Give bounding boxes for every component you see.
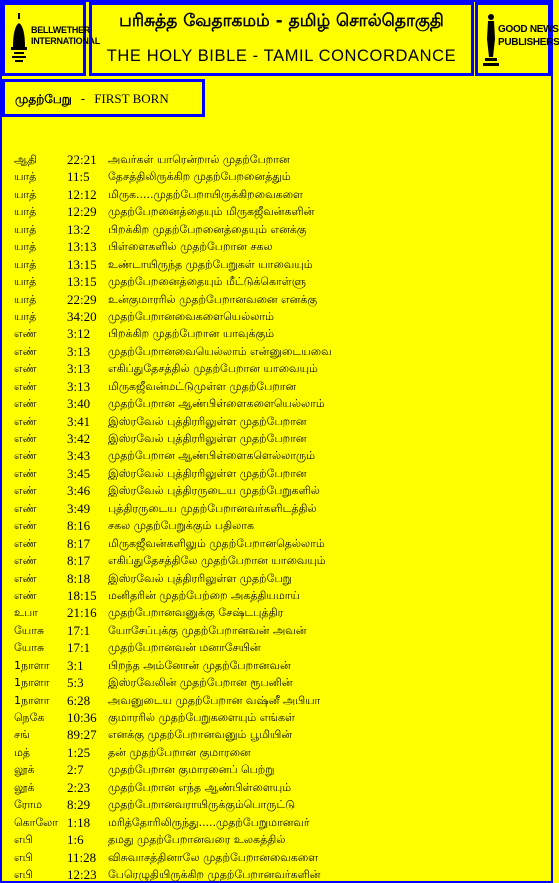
verse-excerpt: இஸ்ரவேல் புத்திரரிலுள்ள முதற்பேறான [108, 466, 307, 480]
verse-excerpt: எகிப்துதேசத்தில் முதற்பேறான யாவையும் [108, 362, 318, 376]
verse-excerpt: இஸ்ரவேல் புத்திரருடைய முதற்பேறுகளில் [108, 484, 320, 498]
book-abbreviation: எண் [14, 519, 37, 533]
book-abbreviation: யாத் [14, 292, 37, 306]
verse-excerpt: யோசேப்புக்கு முதற்பேறானவன் அவன் [108, 623, 307, 637]
verse-excerpt: அவர்கள் யாரென்றால் முதற்பேறான [108, 153, 290, 166]
verse-excerpt: முதற்பேறான குமாரனைப் பெற்று [108, 763, 275, 777]
verse-excerpt: மிருகஜீவன்களிலும் முதற்பேறானதெல்லாம் [108, 536, 325, 550]
verse-reference: 3:13 [67, 361, 91, 377]
verse-excerpt: எனக்கு முதற்பேறானவனும் பூமியின் [108, 728, 292, 742]
verse-reference: 3:49 [67, 500, 91, 516]
verse-reference: 3:1 [67, 657, 84, 673]
good-news-logo [475, 2, 559, 76]
verse-excerpt: பிள்ளைகளில் முதற்பேறான சகல [108, 240, 273, 254]
verse-excerpt: தமது முதற்பேறானவரை உலகத்தில் [108, 833, 286, 847]
book-abbreviation: நெகே [14, 711, 45, 724]
verse-reference: 5:3 [67, 675, 84, 691]
section-heading-box [2, 79, 205, 117]
verse-excerpt: மிருக.....முதற்பேறாயிருக்கிறவைகளை [108, 187, 303, 201]
verse-reference: 12:12 [67, 186, 97, 202]
verse-excerpt: விசுவாசத்தினாலே முதற்பேறானவைகளை [108, 850, 319, 864]
verse-excerpt: மிருகஜீவன்மட்டுமுள்ள முதற்பேறான [108, 379, 297, 393]
verse-reference: 10:36 [67, 710, 97, 725]
book-abbreviation: எண் [14, 362, 37, 376]
verse-excerpt: இஸ்ரவேல் புத்திரரிலுள்ள முதற்பேறான [108, 432, 307, 445]
verse-excerpt: முதற்பேறானவைகளையெல்லாம் [108, 309, 274, 323]
book-abbreviation: எண் [14, 536, 37, 550]
verse-reference: 8:29 [67, 797, 91, 813]
book-abbreviation: எண் [14, 414, 37, 428]
verse-excerpt: முதற்பேறனைத்தையும் மீட்டுக்கொள்ளு [108, 275, 306, 289]
verse-reference: 17:1 [67, 622, 91, 638]
verse-excerpt: புத்திரருடைய முதற்பேறானவர்களிடத்தில் [108, 501, 317, 515]
verse-reference: 2:23 [67, 779, 91, 795]
title-english: THE HOLY BIBLE - TAMIL CONCORDANCE [106, 47, 457, 65]
verse-excerpt: அவனுடைய முதற்பேறான வஷ்னீ அபியா [108, 693, 321, 707]
book-abbreviation: யாத் [14, 170, 37, 184]
verse-reference: 3:40 [67, 396, 91, 412]
book-abbreviation: யாத் [14, 257, 37, 271]
verse-excerpt: மனிதரின் முதற்பேற்றை அகத்தியமாய் [108, 588, 300, 602]
verse-reference: 21:16 [67, 605, 97, 621]
verse-excerpt: முதற்பேறனைத்தையும் மிருகஜீவன்களின் [108, 205, 315, 219]
verse-excerpt: இஸ்ரவேல் புத்திரரிலுள்ள முதற்பேறு [108, 571, 292, 585]
book-abbreviation: லூக் [14, 763, 35, 777]
book-abbreviation: யாத் [14, 205, 37, 219]
verse-excerpt: மரித்தோரிலிருந்து.....முதற்பேறுமானவர் [108, 815, 310, 829]
verse-reference: 8:16 [67, 518, 91, 534]
section-heading [15, 91, 169, 108]
verse-reference: 3:42 [67, 431, 91, 446]
verse-excerpt: பிறந்த அம்னோன் முதற்பேறானவன் [108, 658, 291, 672]
verse-reference: 13:15 [67, 256, 97, 272]
verse-excerpt: முதற்பேறானவையெல்லாம் என்னுடையவை [108, 344, 332, 358]
book-abbreviation: ரோம [14, 798, 43, 812]
verse-reference: 3:46 [67, 483, 91, 499]
verse-reference: 18:15 [67, 587, 97, 603]
book-abbreviation: எபி [14, 867, 33, 881]
section-title-tamil: முதற்பேறு [15, 92, 72, 106]
verse-reference: 11:28 [67, 849, 97, 865]
verse-excerpt: முதற்பேறான ஆண்பிள்ளைகளையெல்லாம் [108, 397, 325, 411]
book-abbreviation: எண் [14, 379, 37, 393]
verse-reference: 1:25 [67, 744, 91, 760]
verse-reference: 13:13 [67, 239, 97, 255]
book-abbreviation: எண் [14, 588, 37, 602]
book-abbreviation: எண் [14, 571, 37, 585]
book-abbreviation: எண் [14, 501, 37, 515]
book-abbreviation: எபி [14, 833, 33, 847]
verse-reference: 11:5 [67, 169, 90, 185]
verse-excerpt: இஸ்ரவேலின் முதற்பேறான ரூபனின் [108, 676, 293, 690]
title-tamil: பரிசுத்த வேதாகமம் - தமிழ் சொல்தொகுதி [119, 11, 444, 31]
verse-excerpt: உன்குமாரரில் முதற்பேறானவனை எனக்கு [108, 292, 318, 306]
verse-excerpt: எகிப்துதேசத்திலே முதற்பேறான யாவையும் [108, 554, 326, 568]
verse-reference: 6:28 [67, 692, 91, 708]
section-separator: - [80, 92, 86, 107]
book-abbreviation: லூக் [14, 780, 35, 794]
verse-reference: 17:1 [67, 640, 91, 656]
book-abbreviation: எண் [14, 554, 37, 568]
verse-excerpt: உண்டாயிருந்த முதற்பேறுகள் யாவையும் [108, 257, 313, 271]
book-abbreviation: யாத் [14, 275, 37, 289]
verse-excerpt: குமாரரில் முதற்பேறுகளையும் எங்கள் [108, 711, 295, 724]
book-abbreviation: சங் [14, 728, 30, 742]
book-abbreviation: உபா [14, 606, 38, 620]
verse-excerpt: முதற்பேறான ஆண்பிள்ளைகளெல்லாரும் [108, 449, 316, 463]
verse-reference: 22:21 [67, 152, 97, 167]
logo-right-text: GOOD NEWS PUBLISHERS [498, 24, 559, 48]
book-abbreviation: எண் [14, 397, 37, 411]
verse-reference: 3:43 [67, 448, 91, 464]
book-abbreviation: எபி [14, 850, 33, 864]
verse-reference: 1:18 [67, 814, 91, 830]
verse-reference: 3:41 [67, 413, 91, 429]
book-abbreviation: எண் [14, 449, 37, 463]
verse-reference: 13:15 [67, 274, 97, 290]
verse-reference: 2:7 [67, 762, 84, 778]
title-box [89, 2, 474, 76]
book-abbreviation: எண் [14, 432, 37, 445]
book-abbreviation: யாத் [14, 222, 37, 236]
verse-excerpt: முதற்பேறானவன் மனாசேயின் [108, 641, 261, 655]
verse-reference: 89:27 [67, 727, 97, 743]
verse-excerpt: தேசத்திலிருக்கிற முதற்பேறனைத்தும் [108, 170, 291, 184]
verse-reference: 8:17 [67, 553, 91, 569]
book-abbreviation: 1நாளா [14, 693, 50, 707]
verse-excerpt: முதற்பேறானவனுக்கு சேஷ்டபுத்திர [108, 606, 284, 620]
verse-excerpt: பிறக்கிற முதற்பேறான யாவுக்கும் [108, 327, 275, 341]
section-title-english: FIRST BORN [94, 91, 169, 106]
verse-reference: 3:12 [67, 326, 91, 342]
verse-reference: 8:18 [67, 570, 91, 586]
verse-reference: 34:20 [67, 308, 97, 324]
verse-excerpt: பிறக்கிற முதற்பேறனைத்தையும் எனக்கு [108, 222, 307, 236]
verse-excerpt: தன் முதற்பேறான குமாரனை [108, 745, 251, 759]
book-abbreviation: மத் [14, 745, 31, 759]
verse-reference: 13:2 [67, 221, 91, 237]
book-abbreviation: யாத் [14, 187, 37, 201]
book-abbreviation: 1நாளா [14, 658, 50, 672]
book-abbreviation: எண் [14, 484, 37, 498]
verse-reference: 1:6 [67, 832, 84, 848]
bellwether-logo [2, 2, 100, 76]
book-abbreviation: எண் [14, 344, 37, 358]
verse-reference: 3:13 [67, 378, 91, 394]
book-abbreviation: யாத் [14, 240, 37, 254]
verse-excerpt: பேரெழுதியிருக்கிற முதற்பேறானவர்களின் [108, 867, 321, 881]
book-abbreviation: யோசு [14, 641, 45, 655]
book-abbreviation: எண் [14, 327, 37, 341]
book-abbreviation: கொலோ [14, 815, 59, 829]
verse-reference: 12:29 [67, 204, 97, 220]
verse-reference: 3:45 [67, 465, 91, 481]
book-abbreviation: 1நாளா [14, 676, 50, 690]
logo-left-text: BELLWETHER INTERNATIONAL [31, 25, 100, 46]
verse-reference: 12:23 [67, 866, 97, 882]
verse-reference: 8:17 [67, 535, 91, 551]
book-abbreviation: யோசு [14, 623, 45, 637]
verse-excerpt: சகல முதற்பேறுக்கும் பதிலாக [108, 519, 255, 533]
book-abbreviation: எண் [14, 466, 37, 480]
verse-excerpt: முதற்பேறான எந்த ஆண்பிள்ளையும் [108, 780, 292, 794]
verse-excerpt: முதற்பேறானவராயிருக்கும்பொருட்டு [108, 798, 296, 812]
book-abbreviation: ஆதி [14, 153, 37, 166]
verse-reference: 3:13 [67, 343, 91, 359]
verse-excerpt: இஸ்ரவேல் புத்திரரிலுள்ள முதற்பேறான [108, 414, 307, 428]
book-abbreviation: யாத் [14, 309, 37, 323]
verse-reference: 22:29 [67, 291, 97, 307]
